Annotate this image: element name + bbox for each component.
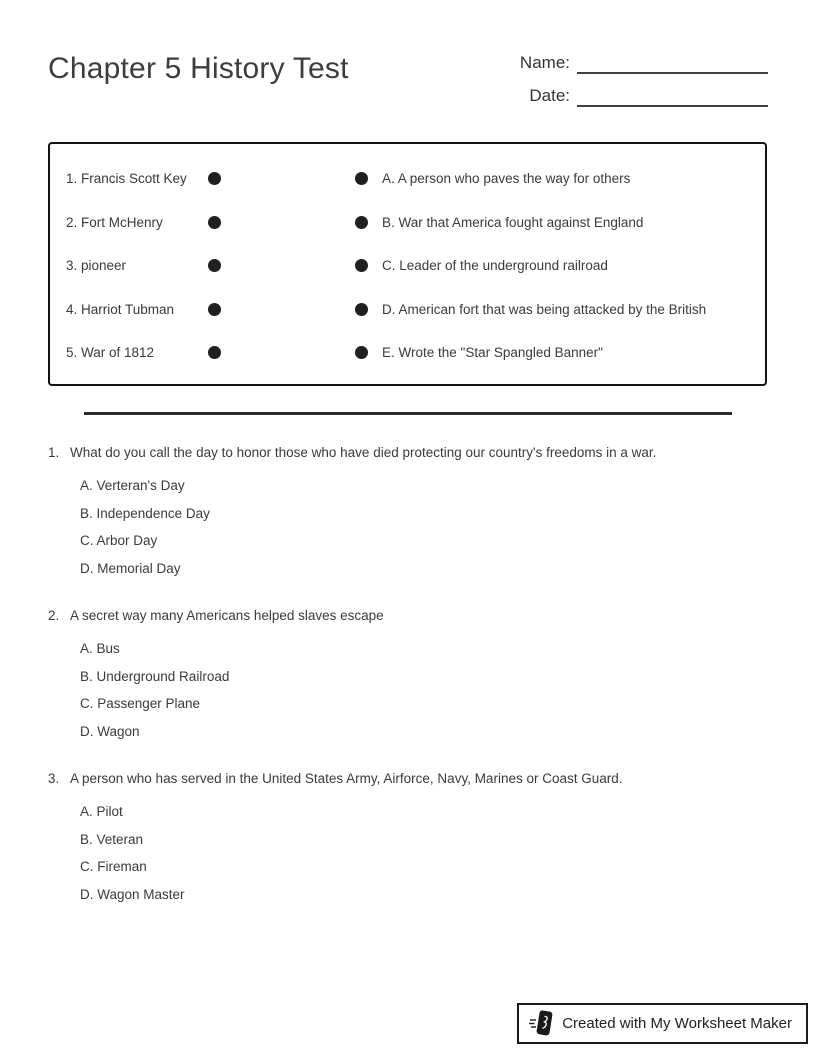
choice-d: D. Wagon Master bbox=[80, 886, 185, 902]
match-dot-right bbox=[355, 303, 368, 316]
name-date-fields bbox=[520, 46, 768, 116]
badge-text: Created with My Worksheet Maker bbox=[562, 1015, 792, 1032]
date-blank-line bbox=[577, 83, 768, 107]
match-definition: D. American fort that was being attacked by the British bbox=[382, 301, 707, 317]
choices-list bbox=[80, 635, 768, 745]
question-number: 1. bbox=[48, 445, 60, 460]
page-title: Chapter 5 History Test bbox=[48, 52, 349, 85]
match-dot-left bbox=[208, 259, 221, 272]
match-term: 3. pioneer bbox=[66, 258, 127, 274]
date-label: Date: bbox=[529, 86, 570, 105]
choice-d: D. Wagon bbox=[80, 723, 140, 739]
question-1 bbox=[48, 443, 768, 582]
match-dot-right bbox=[355, 216, 368, 229]
choice-b: B. Veteran bbox=[80, 831, 144, 847]
match-dot-left bbox=[208, 346, 221, 359]
choice-a: A. Bus bbox=[80, 641, 120, 656]
questions-section bbox=[48, 443, 768, 908]
question-number: 3. bbox=[48, 771, 60, 786]
match-row bbox=[50, 157, 765, 201]
match-dot-left bbox=[208, 216, 221, 229]
choices-list bbox=[80, 798, 768, 908]
question-text: What do you call the day to honor those who have died protecting our country's freedoms in a war. bbox=[70, 445, 657, 460]
match-term: 5. War of 1812 bbox=[66, 345, 155, 361]
match-dot-right bbox=[355, 172, 368, 185]
choice-c: C. Passenger Plane bbox=[80, 696, 201, 711]
match-term: 1. Francis Scott Key bbox=[66, 171, 187, 187]
choice-b: B. Independence Day bbox=[80, 505, 210, 521]
question-text: A person who has served in the United States Army, Airforce, Navy, Marines or Coast Guard. bbox=[70, 771, 623, 786]
section-divider bbox=[84, 412, 732, 415]
choice-a: A. Verteran's Day bbox=[80, 478, 185, 493]
match-row bbox=[50, 244, 765, 288]
choice-d: D. Memorial Day bbox=[80, 560, 181, 576]
name-field-row bbox=[520, 50, 768, 74]
question-title bbox=[48, 769, 768, 789]
question-number: 2. bbox=[48, 608, 60, 623]
choice-c: C. Arbor Day bbox=[80, 533, 158, 548]
matching-section bbox=[48, 142, 767, 386]
match-row bbox=[50, 201, 765, 245]
match-term: 2. Fort McHenry bbox=[66, 214, 163, 230]
match-definition: E. Wrote the "Star Spangled Banner" bbox=[382, 345, 603, 361]
choice-b: B. Underground Railroad bbox=[80, 668, 230, 684]
question-2 bbox=[48, 606, 768, 745]
match-dot-right bbox=[355, 259, 368, 272]
match-row bbox=[50, 288, 765, 332]
worksheet-maker-logo-icon bbox=[529, 1010, 554, 1037]
question-text: A secret way many Americans helped slaves escape bbox=[70, 608, 384, 623]
match-definition: B. War that America fought against England bbox=[382, 214, 644, 230]
match-row bbox=[50, 331, 765, 375]
match-definition: C. Leader of the underground railroad bbox=[382, 258, 608, 274]
question-title bbox=[48, 443, 768, 463]
question-3 bbox=[48, 769, 768, 908]
name-label: Name: bbox=[519, 53, 570, 72]
match-dot-left bbox=[208, 303, 221, 316]
question-title bbox=[48, 606, 768, 626]
choice-a: A. Pilot bbox=[80, 804, 123, 819]
choices-list bbox=[80, 472, 768, 582]
match-dot-right bbox=[355, 346, 368, 359]
date-field-row bbox=[520, 83, 768, 107]
header bbox=[0, 0, 816, 116]
match-dot-left bbox=[208, 172, 221, 185]
match-term: 4. Harriot Tubman bbox=[66, 301, 175, 317]
name-blank-line bbox=[577, 50, 768, 74]
worksheet-maker-badge bbox=[517, 1003, 808, 1044]
match-definition: A. A person who paves the way for others bbox=[382, 171, 631, 187]
choice-c: C. Fireman bbox=[80, 859, 147, 874]
